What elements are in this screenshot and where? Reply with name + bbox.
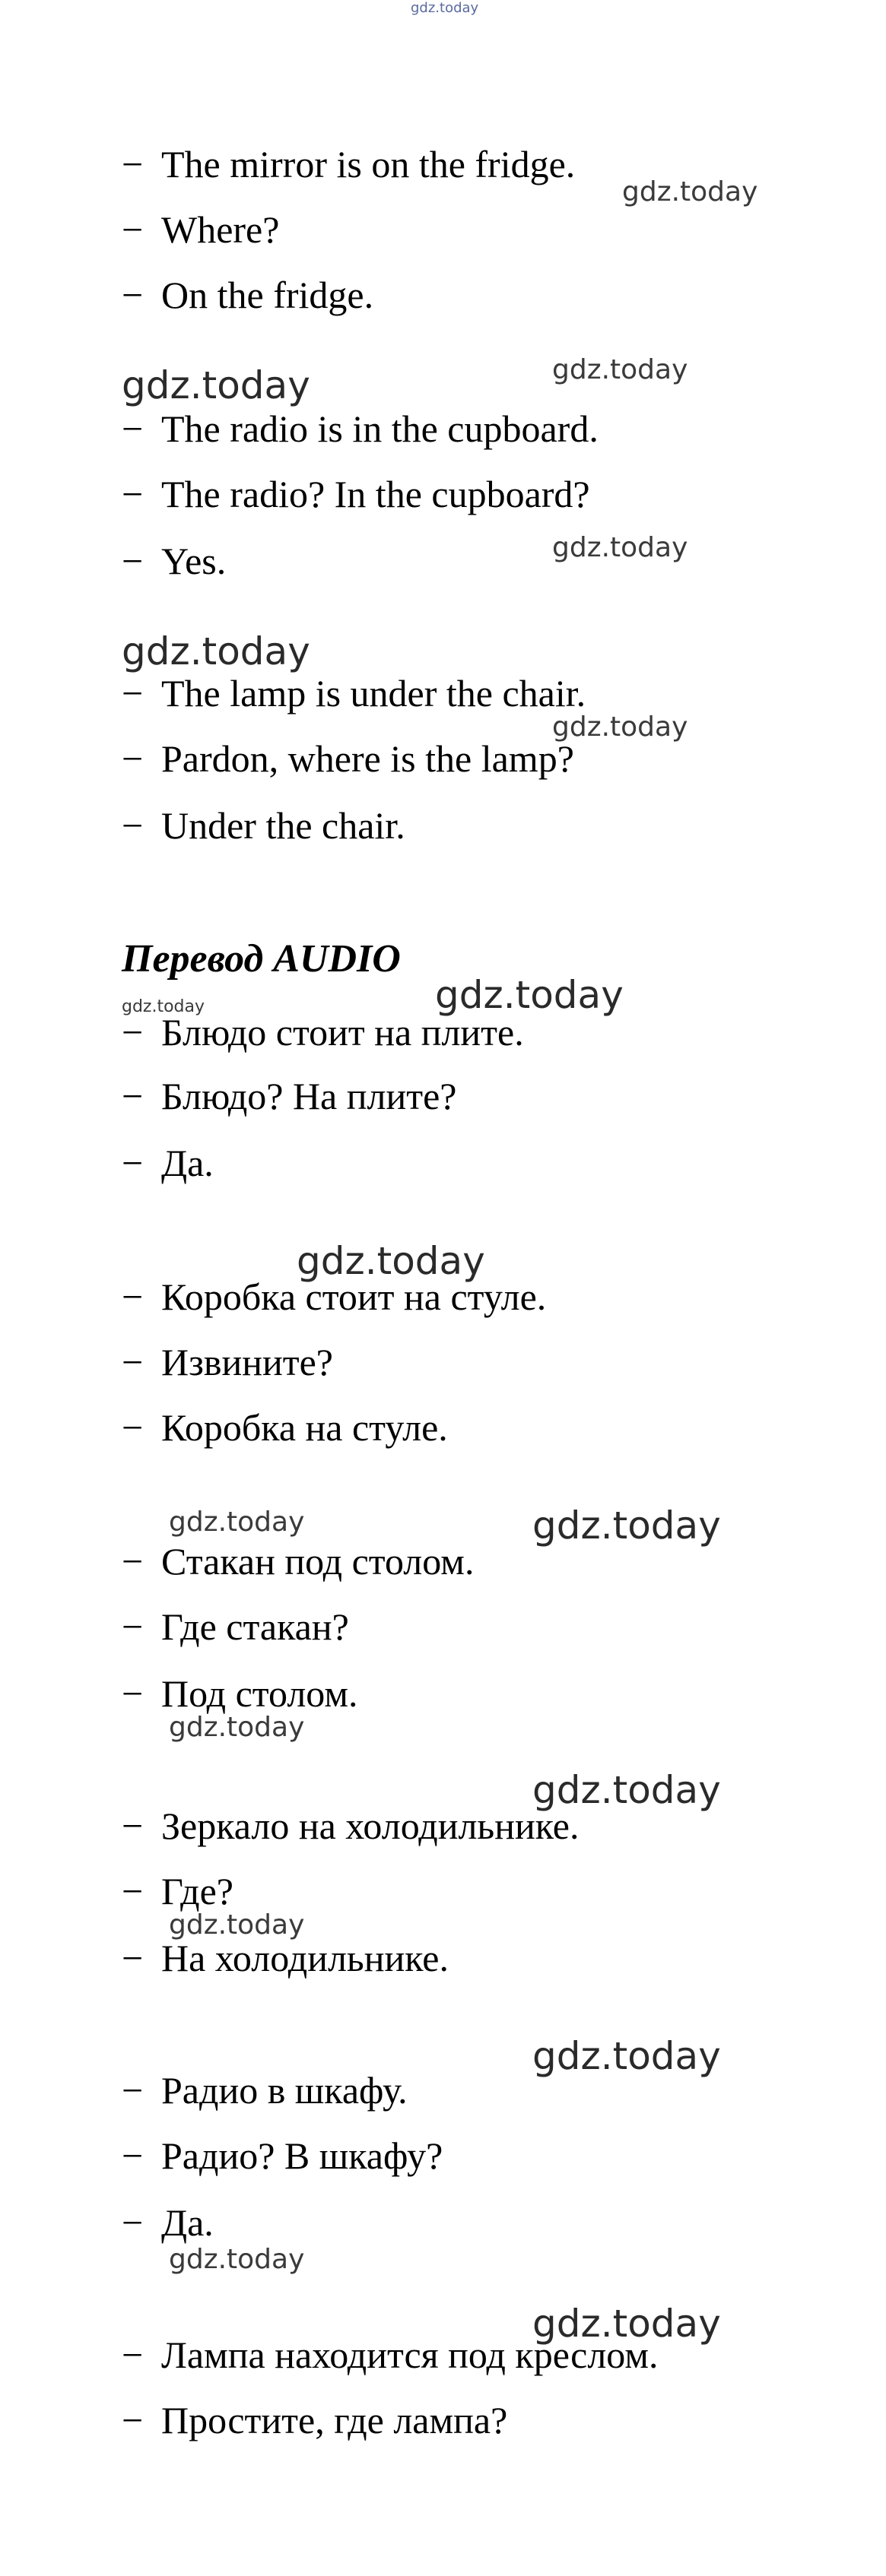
dialogue-line: − Да. [122,2201,214,2244]
dialogue-line: − Радио в шкафу. [122,2069,408,2112]
watermark: gdz.today [122,997,205,1016]
dialogue-line: − Извините? [122,1341,333,1383]
watermark: gdz.today [532,1503,721,1548]
dialogue-line: − Простите, где лампа? [122,2399,508,2441]
watermark: gdz.today [435,973,624,1017]
dialogue-line: − Блюдо? На плите? [122,1075,457,1117]
watermark: gdz.today [169,1507,305,1538]
dialogue-line: − Под столом. [122,1672,358,1715]
watermark: gdz.today [297,1239,485,1283]
watermark: gdz.today [122,363,310,407]
watermark: gdz.today [622,176,758,208]
dialogue-line: − On the fridge. [122,274,374,316]
watermark: gdz.today [552,711,688,743]
watermark: gdz.today [169,2244,305,2275]
watermark: gdz.today [122,629,310,673]
watermark-top: gdz.today [411,0,479,16]
dialogue-line: − Радио? В шкафу? [122,2134,443,2177]
dialogue-line: − Стакан под столом. [122,1540,475,1583]
dialogue-line: − Under the chair. [122,804,405,847]
dialogue-line: − Pardon, where is the lamp? [122,737,574,780]
dialogue-line: − Зеркало на холодильнике. [122,1804,580,1847]
watermark: gdz.today [552,354,688,385]
dialogue-line: − The radio? In the cupboard? [122,473,590,515]
dialogue-line: − Yes. [122,540,227,582]
dialogue-line: − На холодильнике. [122,1937,449,1979]
dialogue-line: − Да. [122,1142,214,1184]
dialogue-line: − Where? [122,208,280,251]
dialogue-line: − The lamp is under the chair. [122,672,586,714]
watermark: gdz.today [169,1712,305,1743]
watermark: gdz.today [169,1909,305,1941]
dialogue-line: − Где стакан? [122,1605,349,1648]
dialogue-line: − Лампа находится под креслом. [122,2334,659,2376]
watermark: gdz.today [532,1768,721,1812]
translation-heading: Перевод AUDIO [122,937,401,981]
dialogue-line: − The mirror is on the fridge. [122,143,576,185]
watermark: gdz.today [552,532,688,563]
dialogue-line: − Где? [122,1870,233,1912]
dialogue-line: − The radio is in the cupboard. [122,407,599,450]
dialogue-line: − Блюдо стоит на плите. [122,1011,524,1054]
dialogue-line: − Коробка стоит на стуле. [122,1275,547,1318]
watermark: gdz.today [532,2034,721,2078]
dialogue-line: − Коробка на стуле. [122,1406,448,1449]
watermark: gdz.today [532,2302,721,2346]
